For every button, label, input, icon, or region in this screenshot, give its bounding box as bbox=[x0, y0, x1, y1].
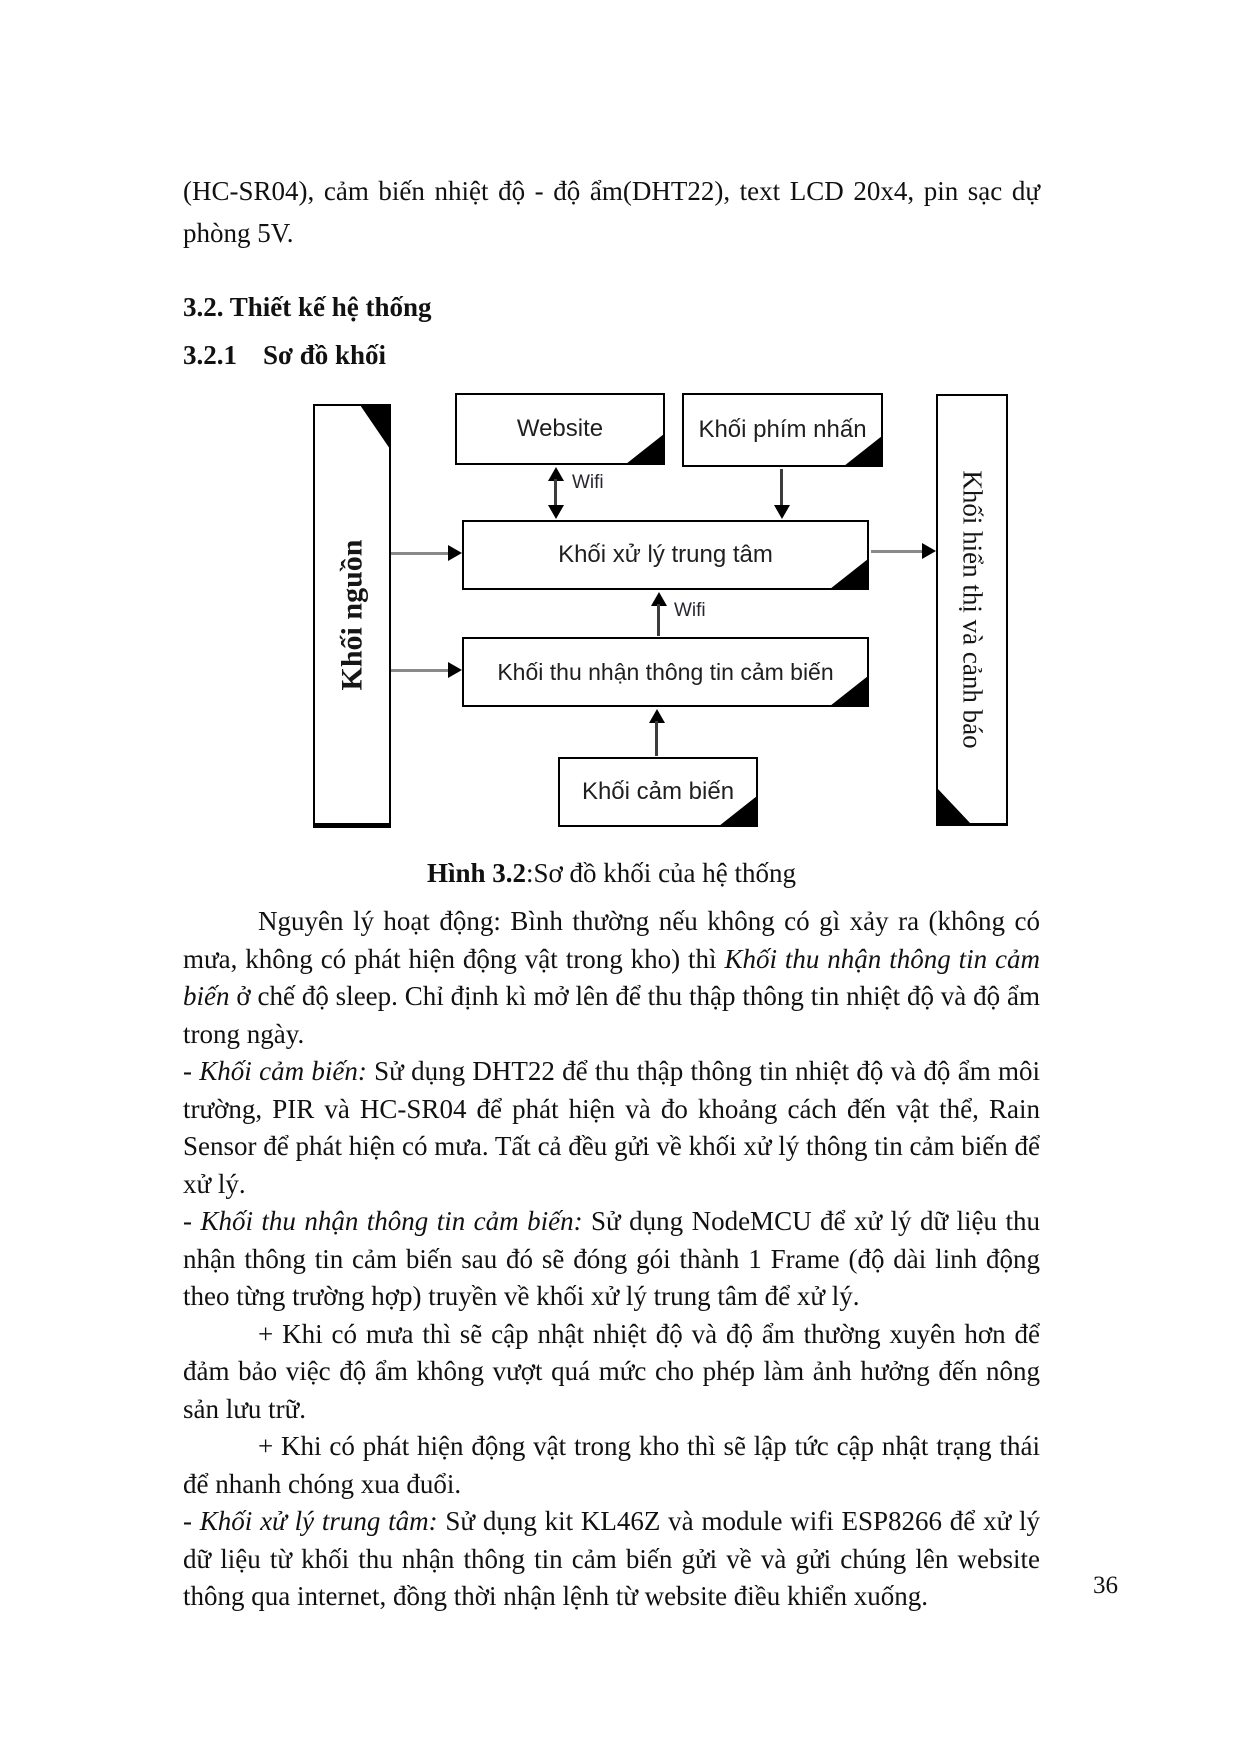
figure-caption-label: Hình 3.2 bbox=[426, 858, 527, 888]
italic-text-segment: Khối cảm biến: bbox=[199, 1056, 367, 1086]
subsection-number: 3.2.1 bbox=[183, 340, 237, 370]
text-segment: Sử dụng DHT22 để thu thập thông tin nhiệt độ và độ ẩm môi trường, PIR và HC-SR04 để phát hiện và đo khoảng cách đến vật thể, Rain Sensor để phát hiện có mưa. Tất cả đều gửi về khối xử lý thông tin cảm biến để xử lý. bbox=[183, 1056, 1040, 1199]
text-segment: + Khi có phát hiện động vật trong kho thì sẽ lập tức cập nhật trạng thái để nhanh chóng xua đuổi. bbox=[183, 1431, 1040, 1499]
block-website bbox=[455, 393, 665, 465]
italic-text-segment: Khối thu nhận thông tin cảm biến bbox=[183, 943, 1041, 1011]
block-power-supply bbox=[313, 404, 391, 828]
block-sensors bbox=[558, 757, 758, 827]
intro-paragraph: (HC-SR04), cảm biến nhiệt độ - độ ẩm(DHT22), text LCD 20x4, pin sạc dự phòng 5V. bbox=[183, 176, 1040, 248]
paragraph bbox=[183, 903, 1040, 1053]
block-display-warning bbox=[936, 394, 1008, 826]
text-segment: - bbox=[183, 1206, 201, 1236]
block-display-warning-label: Khối hiển thị và cảnh báo bbox=[957, 470, 988, 749]
folded-corner bbox=[830, 559, 868, 589]
block-central-processing-label: Khối xử lý trung tâm bbox=[558, 541, 773, 568]
paragraph bbox=[183, 1203, 1040, 1316]
block-central-processing bbox=[462, 520, 869, 590]
text-segment: - bbox=[183, 1056, 200, 1086]
italic-text-segment: Khối xử lý trung tâm: bbox=[199, 1506, 438, 1536]
paragraph bbox=[183, 1053, 1040, 1203]
folded-corner bbox=[360, 405, 390, 449]
text-segment: - bbox=[183, 1506, 200, 1536]
block-keypad bbox=[682, 393, 883, 467]
wifi-label-mid: Wifi bbox=[674, 600, 706, 621]
text-segment: + Khi có mưa thì sẽ cập nhật nhiệt độ và độ ẩm thường xuyên hơn để đảm bảo việc độ ẩm không vượt quá mức cho phép làm ảnh hưởng đến nông sản lưu trữ. bbox=[183, 1318, 1040, 1424]
body-text bbox=[183, 903, 1040, 1616]
paragraph bbox=[183, 1428, 1040, 1503]
subsection-title: Sơ đồ khối bbox=[263, 340, 387, 370]
folded-corner bbox=[626, 434, 664, 464]
folded-corner bbox=[937, 788, 971, 824]
block-sensor-hub-label: Khối thu nhận thông tin cảm biến bbox=[497, 658, 834, 685]
block-power-supply-label: Khối nguồn bbox=[335, 539, 369, 690]
block-sensors-label: Khối cảm biến bbox=[581, 778, 735, 805]
block-sensor-hub bbox=[462, 637, 869, 707]
text-segment: Sử dụng kit KL46Z và module wifi ESP8266 để xử lý dữ liệu từ khối thu nhận thông tin cảm biến gửi về và gửi chúng lên website thông qua internet, đồng thời nhận lệnh từ website điều khiển xuống. bbox=[183, 1506, 1040, 1611]
block-website-label: Website bbox=[516, 415, 604, 442]
wifi-label-top: Wifi bbox=[572, 472, 604, 493]
italic-text-segment: Khối thu nhận thông tin cảm biến: bbox=[200, 1206, 583, 1236]
figure-caption bbox=[183, 858, 1040, 889]
figure-caption-text: :Sơ đồ khối của hệ thống bbox=[526, 858, 797, 888]
section-heading: 3.2. Thiết kế hệ thống bbox=[183, 292, 432, 322]
text-segment: ở chế độ sleep. Chỉ định kì mở lên để thu thập thông tin nhiệt độ và độ ẩm trong ngày. bbox=[183, 981, 1040, 1049]
subsection-heading bbox=[183, 340, 1040, 371]
paragraph bbox=[183, 1503, 1040, 1616]
page-number: 36 bbox=[1093, 1572, 1118, 1599]
folded-corner bbox=[830, 676, 868, 706]
paragraph bbox=[183, 1316, 1040, 1429]
text-segment: Sử dụng NodeMCU để xử lý dữ liệu thu nhận thông tin cảm biến sau đó sẽ đóng gói thành 1 Frame (độ dài linh động theo từng trường hợp) truyền về khối xử lý trung tâm để xử lý. bbox=[183, 1206, 1040, 1311]
text-segment: Nguyên lý hoạt động: Bình thường nếu không có gì xảy ra (không có mưa, không có phát hiện động vật trong kho) thì bbox=[183, 906, 1040, 974]
block-keypad-label: Khối phím nhấn bbox=[698, 416, 867, 443]
